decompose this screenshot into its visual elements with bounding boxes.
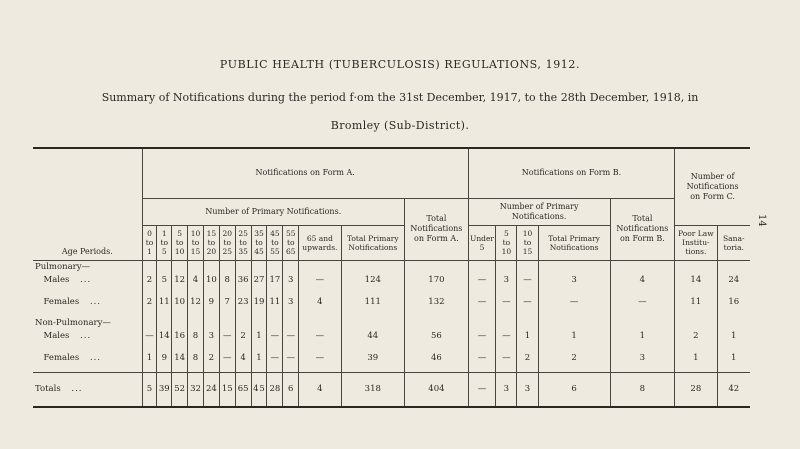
- table-cell: —: [283, 328, 299, 344]
- table-cell: 2: [235, 328, 251, 344]
- table-cell: 16: [172, 328, 188, 344]
- table-cell: —: [219, 344, 235, 372]
- form-b-group-header: Notifications on Form B.: [468, 148, 674, 198]
- table-cell: 4: [299, 372, 341, 407]
- table-cell: 10: [203, 272, 219, 288]
- table-cell: 4: [299, 288, 341, 316]
- table-row: [33, 328, 750, 344]
- primary-b-header: Number of Primary Notifications.: [468, 198, 610, 225]
- table-cell: —: [496, 344, 517, 372]
- table-cell: 6: [538, 372, 610, 407]
- age-periods-header: Age Periods.: [33, 148, 142, 260]
- table-cell: 5: [142, 372, 157, 407]
- age-col-5-10: 5 to 10: [172, 225, 188, 260]
- table-cell: 11: [267, 288, 283, 316]
- table-cell: 1: [610, 328, 675, 344]
- table-cell: —: [468, 372, 496, 407]
- table-cell: 19: [251, 288, 267, 316]
- table-cell: 5: [157, 272, 172, 288]
- row-label: Females ...: [33, 288, 142, 316]
- table-cell: 7: [219, 288, 235, 316]
- table-cell: 56: [405, 328, 469, 344]
- table-row: [33, 272, 750, 288]
- table-cell: 11: [157, 288, 172, 316]
- table-cell: 6: [283, 372, 299, 407]
- table-cell: 3: [496, 272, 517, 288]
- table-cell: —: [267, 344, 283, 372]
- table-cell: 1: [142, 344, 157, 372]
- row-label: Males ...: [33, 272, 142, 288]
- table-cell: 36: [235, 272, 251, 288]
- page-title: PUBLIC HEALTH (TUBERCULOSIS) REGULATIONS, 1912.: [219, 58, 581, 71]
- table-cell: —: [496, 328, 517, 344]
- table-cell: 1: [731, 331, 737, 341]
- table-cell: —: [219, 328, 235, 344]
- table-cell: —: [517, 288, 538, 316]
- totals-row: [33, 372, 750, 407]
- table-cell: 2: [538, 344, 610, 372]
- table-cell: 3: [203, 328, 219, 344]
- age-col-65-upwards: 65 and upwards.: [299, 225, 341, 260]
- table-cell: 3: [283, 288, 299, 316]
- section-pulmonary: Pulmonary—: [33, 260, 142, 272]
- table-cell: 39: [157, 372, 172, 407]
- table-row: [33, 288, 750, 316]
- age-col-45-55: 45 to 55: [267, 225, 283, 260]
- table-cell: 28: [267, 372, 283, 407]
- table-cell: 32: [188, 372, 204, 407]
- table-cell: 24: [728, 275, 740, 285]
- table-cell: —: [468, 272, 496, 288]
- sanatoria-header: Sana- toria.: [723, 233, 745, 252]
- table-cell: 2: [142, 288, 157, 316]
- table-cell: —: [299, 328, 341, 344]
- table-cell: 14: [675, 272, 717, 288]
- age-col-1-5: 1 to 5: [157, 225, 172, 260]
- table-cell: 44: [341, 328, 405, 344]
- total-form-a-header: Total Notifications on Form A.: [405, 198, 469, 260]
- age-col-35-45: 35 to 45: [251, 225, 267, 260]
- table-cell: —: [610, 288, 675, 316]
- table-cell: 42: [717, 372, 750, 407]
- poor-law-header: Poor Law Institu- tions.: [675, 225, 717, 260]
- table-cell: 2: [203, 344, 219, 372]
- table-cell: 3: [538, 272, 610, 288]
- table-cell: 1: [251, 328, 267, 344]
- age-col-25-35: 25 to 35: [235, 225, 251, 260]
- table-cell: —: [142, 328, 157, 344]
- total-form-b-header: Total Notifications on Form B.: [610, 198, 675, 260]
- table-cell: 39: [341, 344, 405, 372]
- table-cell: 23: [235, 288, 251, 316]
- table-cell: 3: [610, 344, 675, 372]
- table-cell: 9: [203, 288, 219, 316]
- table-cell: 14: [157, 328, 172, 344]
- form-a-group-header: Notifications on Form A.: [142, 148, 468, 198]
- table-cell: 2: [517, 344, 538, 372]
- table-cell: —: [299, 344, 341, 372]
- table-cell: 17: [267, 272, 283, 288]
- age-col-55-65: 55 to 65: [283, 225, 299, 260]
- total-primary-a-header: Total Primary Notifications: [341, 225, 405, 260]
- table-cell: 24: [203, 372, 219, 407]
- table-cell: 404: [405, 372, 469, 407]
- table-cell: 1: [731, 352, 737, 363]
- row-label: Males ...: [33, 328, 142, 344]
- table-cell: 4: [235, 344, 251, 372]
- table-cell: 16: [728, 297, 740, 307]
- table-cell: —: [299, 272, 341, 288]
- table-cell: 4: [610, 272, 675, 288]
- table-cell: 170: [405, 272, 469, 288]
- notifications-table: [33, 147, 750, 408]
- table-cell: 4 5: [251, 372, 267, 407]
- table-cell: —: [468, 328, 496, 344]
- table-cell: 12: [172, 272, 188, 288]
- table-cell: —: [283, 344, 299, 372]
- row-label: Females ...: [33, 344, 142, 372]
- table-cell: 52: [172, 372, 188, 407]
- table-cell: 10: [172, 288, 188, 316]
- table-cell: 111: [341, 288, 405, 316]
- b-col-under-5: Under 5: [468, 225, 496, 260]
- table-cell: 2: [675, 328, 717, 344]
- page-subtitle: Summary of Notifications during the period f·om the 31st December, 1917, to the 28th December, 1918, in: [101, 91, 699, 104]
- table-row: [33, 344, 750, 372]
- table-cell: 46: [405, 344, 469, 372]
- table-cell: 28: [675, 372, 717, 407]
- table-cell: —: [267, 328, 283, 344]
- table-cell: 8: [610, 372, 675, 407]
- table-cell: 8: [219, 272, 235, 288]
- table-cell: 15: [219, 372, 235, 407]
- table-cell: 132: [405, 288, 469, 316]
- table-cell: —: [468, 288, 496, 316]
- table-cell: 8: [188, 344, 204, 372]
- form-c-group-header: Number of Notifications on Form C.: [675, 148, 750, 225]
- table-cell: 3: [496, 372, 517, 407]
- table-cell: —: [468, 344, 496, 372]
- table-cell: 1: [675, 344, 717, 372]
- b-col-5-10: 5 to 10: [496, 225, 517, 260]
- table-cell: —: [538, 288, 610, 316]
- page-number: 14: [756, 214, 767, 227]
- age-col-15-20: 15 to 20: [203, 225, 219, 260]
- table-cell: 27: [251, 272, 267, 288]
- table-cell: 1: [517, 328, 538, 344]
- primary-a-header: Number of Primary Notifications.: [142, 198, 405, 225]
- table-cell: 1: [251, 344, 267, 372]
- table-cell: 1: [538, 328, 610, 344]
- table-cell: 12: [188, 288, 204, 316]
- age-col-10-15: 10 to 15: [188, 225, 204, 260]
- table-cell: 65: [235, 372, 251, 407]
- table-cell: —: [496, 288, 517, 316]
- table-cell: 11: [675, 288, 717, 316]
- age-col-0-1: 0 to 1: [142, 225, 157, 260]
- table-cell: 124: [341, 272, 405, 288]
- row-label: Totals ...: [33, 372, 142, 407]
- table-cell: 9: [157, 344, 172, 372]
- table-cell: 318: [341, 372, 405, 407]
- table-cell: 2: [142, 272, 157, 288]
- table-cell: 3: [283, 272, 299, 288]
- age-col-20-25: 20 to 25: [219, 225, 235, 260]
- table-cell: 14: [172, 344, 188, 372]
- total-primary-b-header: Total Primary Notifications: [538, 225, 610, 260]
- table-cell: —: [517, 272, 538, 288]
- table-cell: 3: [517, 372, 538, 407]
- table-cell: 8: [188, 328, 204, 344]
- b-col-10-15: 10 to 15: [517, 225, 538, 260]
- table-cell: 4: [188, 272, 204, 288]
- district-heading: Bromley (Sub-District).: [330, 119, 470, 132]
- section-non-pulmonary: Non-Pulmonary—: [33, 316, 142, 328]
